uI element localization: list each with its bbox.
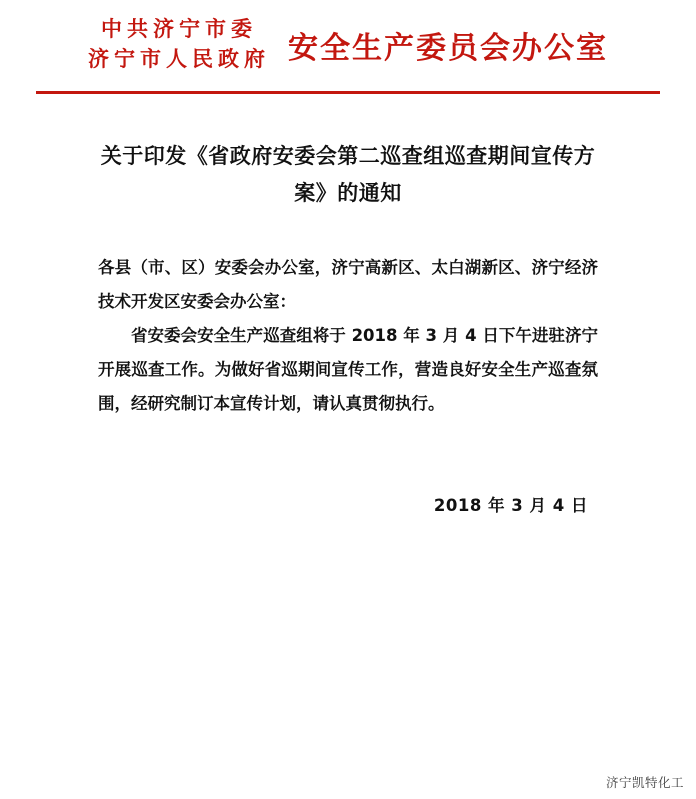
letterhead-divider <box>36 91 660 94</box>
letterhead <box>0 0 696 75</box>
issuer-name-block <box>88 14 270 75</box>
body-paragraph-1: 省安委会安全生产巡查组将于 2018 年 3 月 4 日下午进驻济宁开展巡查工作。为做好省巡期间宣传工作，营造良好安全生产巡查氛围，经研究制订本宣传计划，请认真贯彻执行。 <box>98 326 598 413</box>
recipients-line: 各县（市、区）安委会办公室，济宁高新区、太白湖新区、济宁经济技术开发区安委会办公室： <box>98 258 598 312</box>
document-date: 2018 年 3 月 4 日 <box>433 496 588 516</box>
footer-watermark: 济宁凯特化工 <box>605 775 684 790</box>
issuer-line-1: 中共济宁市委 <box>101 16 257 41</box>
letterhead-inner <box>40 14 656 75</box>
document-title: 关于印发《省政府安委会第二巡查组巡查期间宣传方案》的通知 <box>100 143 596 205</box>
document-body <box>98 251 598 420</box>
office-name: 安全生产委员会办公室 <box>288 31 608 67</box>
issuer-line-2: 济宁市人民政府 <box>88 46 270 72</box>
